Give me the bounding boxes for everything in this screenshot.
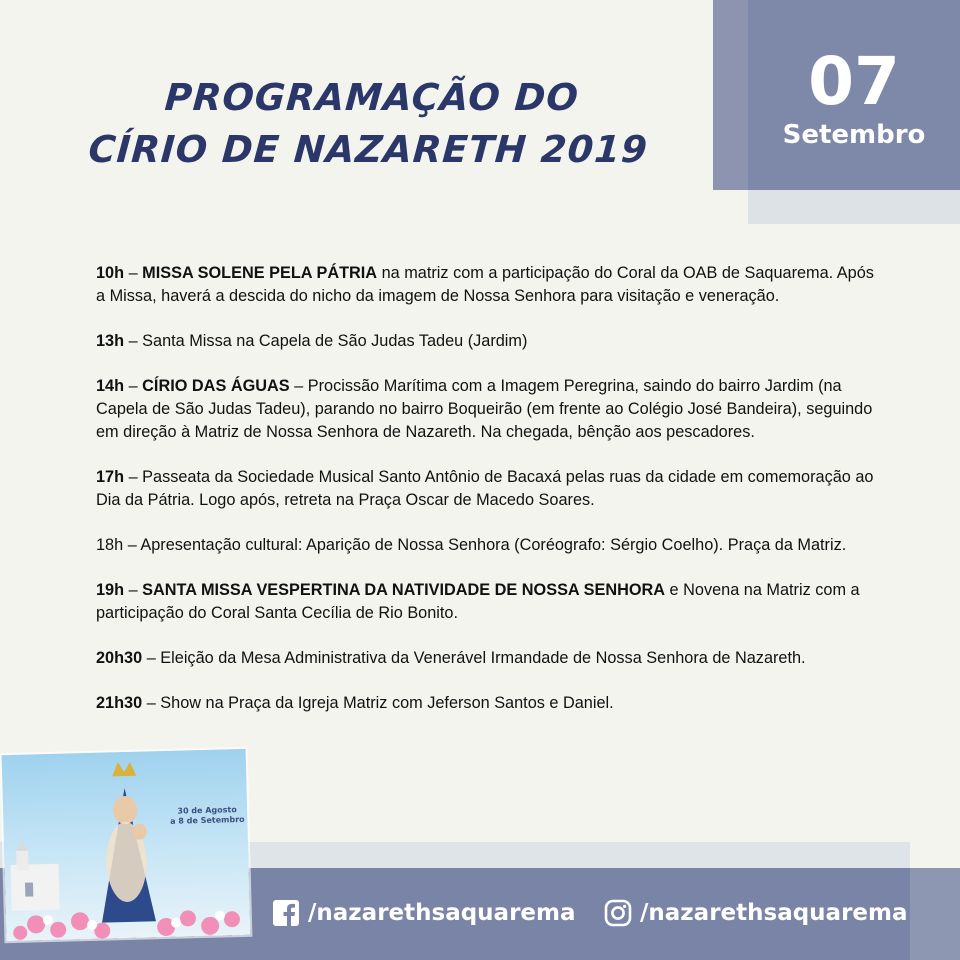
- item-text: 18h – Apresentação cultural: Aparição de Nossa Senhora (Coréografo: Sérgio Coelho). Praça da Matriz.: [96, 536, 847, 554]
- schedule-item: [96, 330, 876, 353]
- item-separator: –: [124, 264, 143, 282]
- item-text: Santa Missa na Capela de São Judas Tadeu (Jardim): [142, 332, 528, 350]
- title-line-2: CÍRIO DE NAZARETH 2019: [87, 128, 650, 171]
- date-day: 07: [808, 43, 900, 120]
- item-text: – Procissão Marítima com a Imagem Peregrina, saindo do bairro Jardim (na Capela de São Judas Tadeu), parando no bairro Boqueirão (em frente ao Colégio José Bandeira), seguindo em direção à Matriz de Nossa Senhora de Nazareth. Na chegada, bênção aos pescadores.: [96, 377, 873, 441]
- date-box: [713, 0, 960, 190]
- instagram-handle: /nazarethsaquarema: [640, 900, 908, 926]
- schedule-item: [96, 375, 876, 444]
- item-highlight: SANTA MISSA VESPERTINA DA NATIVIDADE DE NOSSA SENHORA: [142, 581, 666, 599]
- item-separator: –: [124, 332, 143, 350]
- schedule-item: [96, 466, 876, 512]
- page-title: [86, 72, 653, 176]
- item-time: 17h: [96, 468, 125, 486]
- schedule-item: [96, 262, 876, 308]
- schedule-item: [96, 692, 876, 715]
- item-highlight: CÍRIO DAS ÁGUAS: [142, 377, 290, 395]
- instagram-icon: [604, 899, 632, 927]
- facebook-handle: /nazarethsaquarema: [308, 900, 576, 926]
- item-text: e Novena na Matriz com a participação do Coral Santa Cecília de Rio Bonito.: [96, 581, 860, 622]
- item-separator: –: [142, 694, 161, 712]
- item-time: 20h30: [96, 649, 143, 667]
- item-text: na matriz com a participação do Coral da OAB de Saquarema. Após a Missa, haverá a descida do nicho da imagem de Nossa Senhora para visitação e veneração.: [96, 264, 874, 305]
- item-time: 10h: [96, 264, 125, 282]
- schedule-item: [96, 579, 876, 625]
- item-separator: –: [142, 649, 161, 667]
- schedule-list: [96, 262, 876, 737]
- item-separator: –: [124, 468, 143, 486]
- item-separator: –: [124, 377, 143, 395]
- item-separator: –: [124, 581, 143, 599]
- poster-caption-line-2: a 8 de Setembro: [170, 814, 245, 826]
- schedule-item: [96, 534, 876, 557]
- item-text: Passeata da Sociedade Musical Santo Antônio de Bacaxá pelas ruas da cidade em comemoração ao Dia da Pátria. Logo após, retreta na Praça Oscar de Macedo Soares.: [96, 468, 874, 509]
- poster-caption-line-1: 30 de Agosto: [177, 805, 237, 816]
- facebook-icon: [272, 899, 300, 927]
- date-box-stripe: [713, 0, 748, 190]
- item-text: Show na Praça da Igreja Matriz com Jeferson Santos e Daniel.: [160, 694, 614, 712]
- facebook-link[interactable]: [272, 893, 576, 933]
- item-time: 19h: [96, 581, 125, 599]
- item-highlight: MISSA SOLENE PELA PÁTRIA: [142, 264, 378, 282]
- item-time: 14h: [96, 377, 125, 395]
- item-time: 21h30: [96, 694, 143, 712]
- poster-artwork: [2, 749, 251, 941]
- title-line-1: PROGRAMAÇÃO DO: [163, 76, 581, 119]
- schedule-item: [96, 647, 876, 670]
- item-text: Eleição da Mesa Administrativa da Venerável Irmandade de Nossa Senhora de Nazareth.: [160, 649, 806, 667]
- poster-image: [2, 749, 251, 941]
- item-time: 13h: [96, 332, 125, 350]
- instagram-link[interactable]: [604, 893, 908, 933]
- date-month: Setembro: [782, 120, 926, 150]
- poster-caption: [167, 805, 247, 827]
